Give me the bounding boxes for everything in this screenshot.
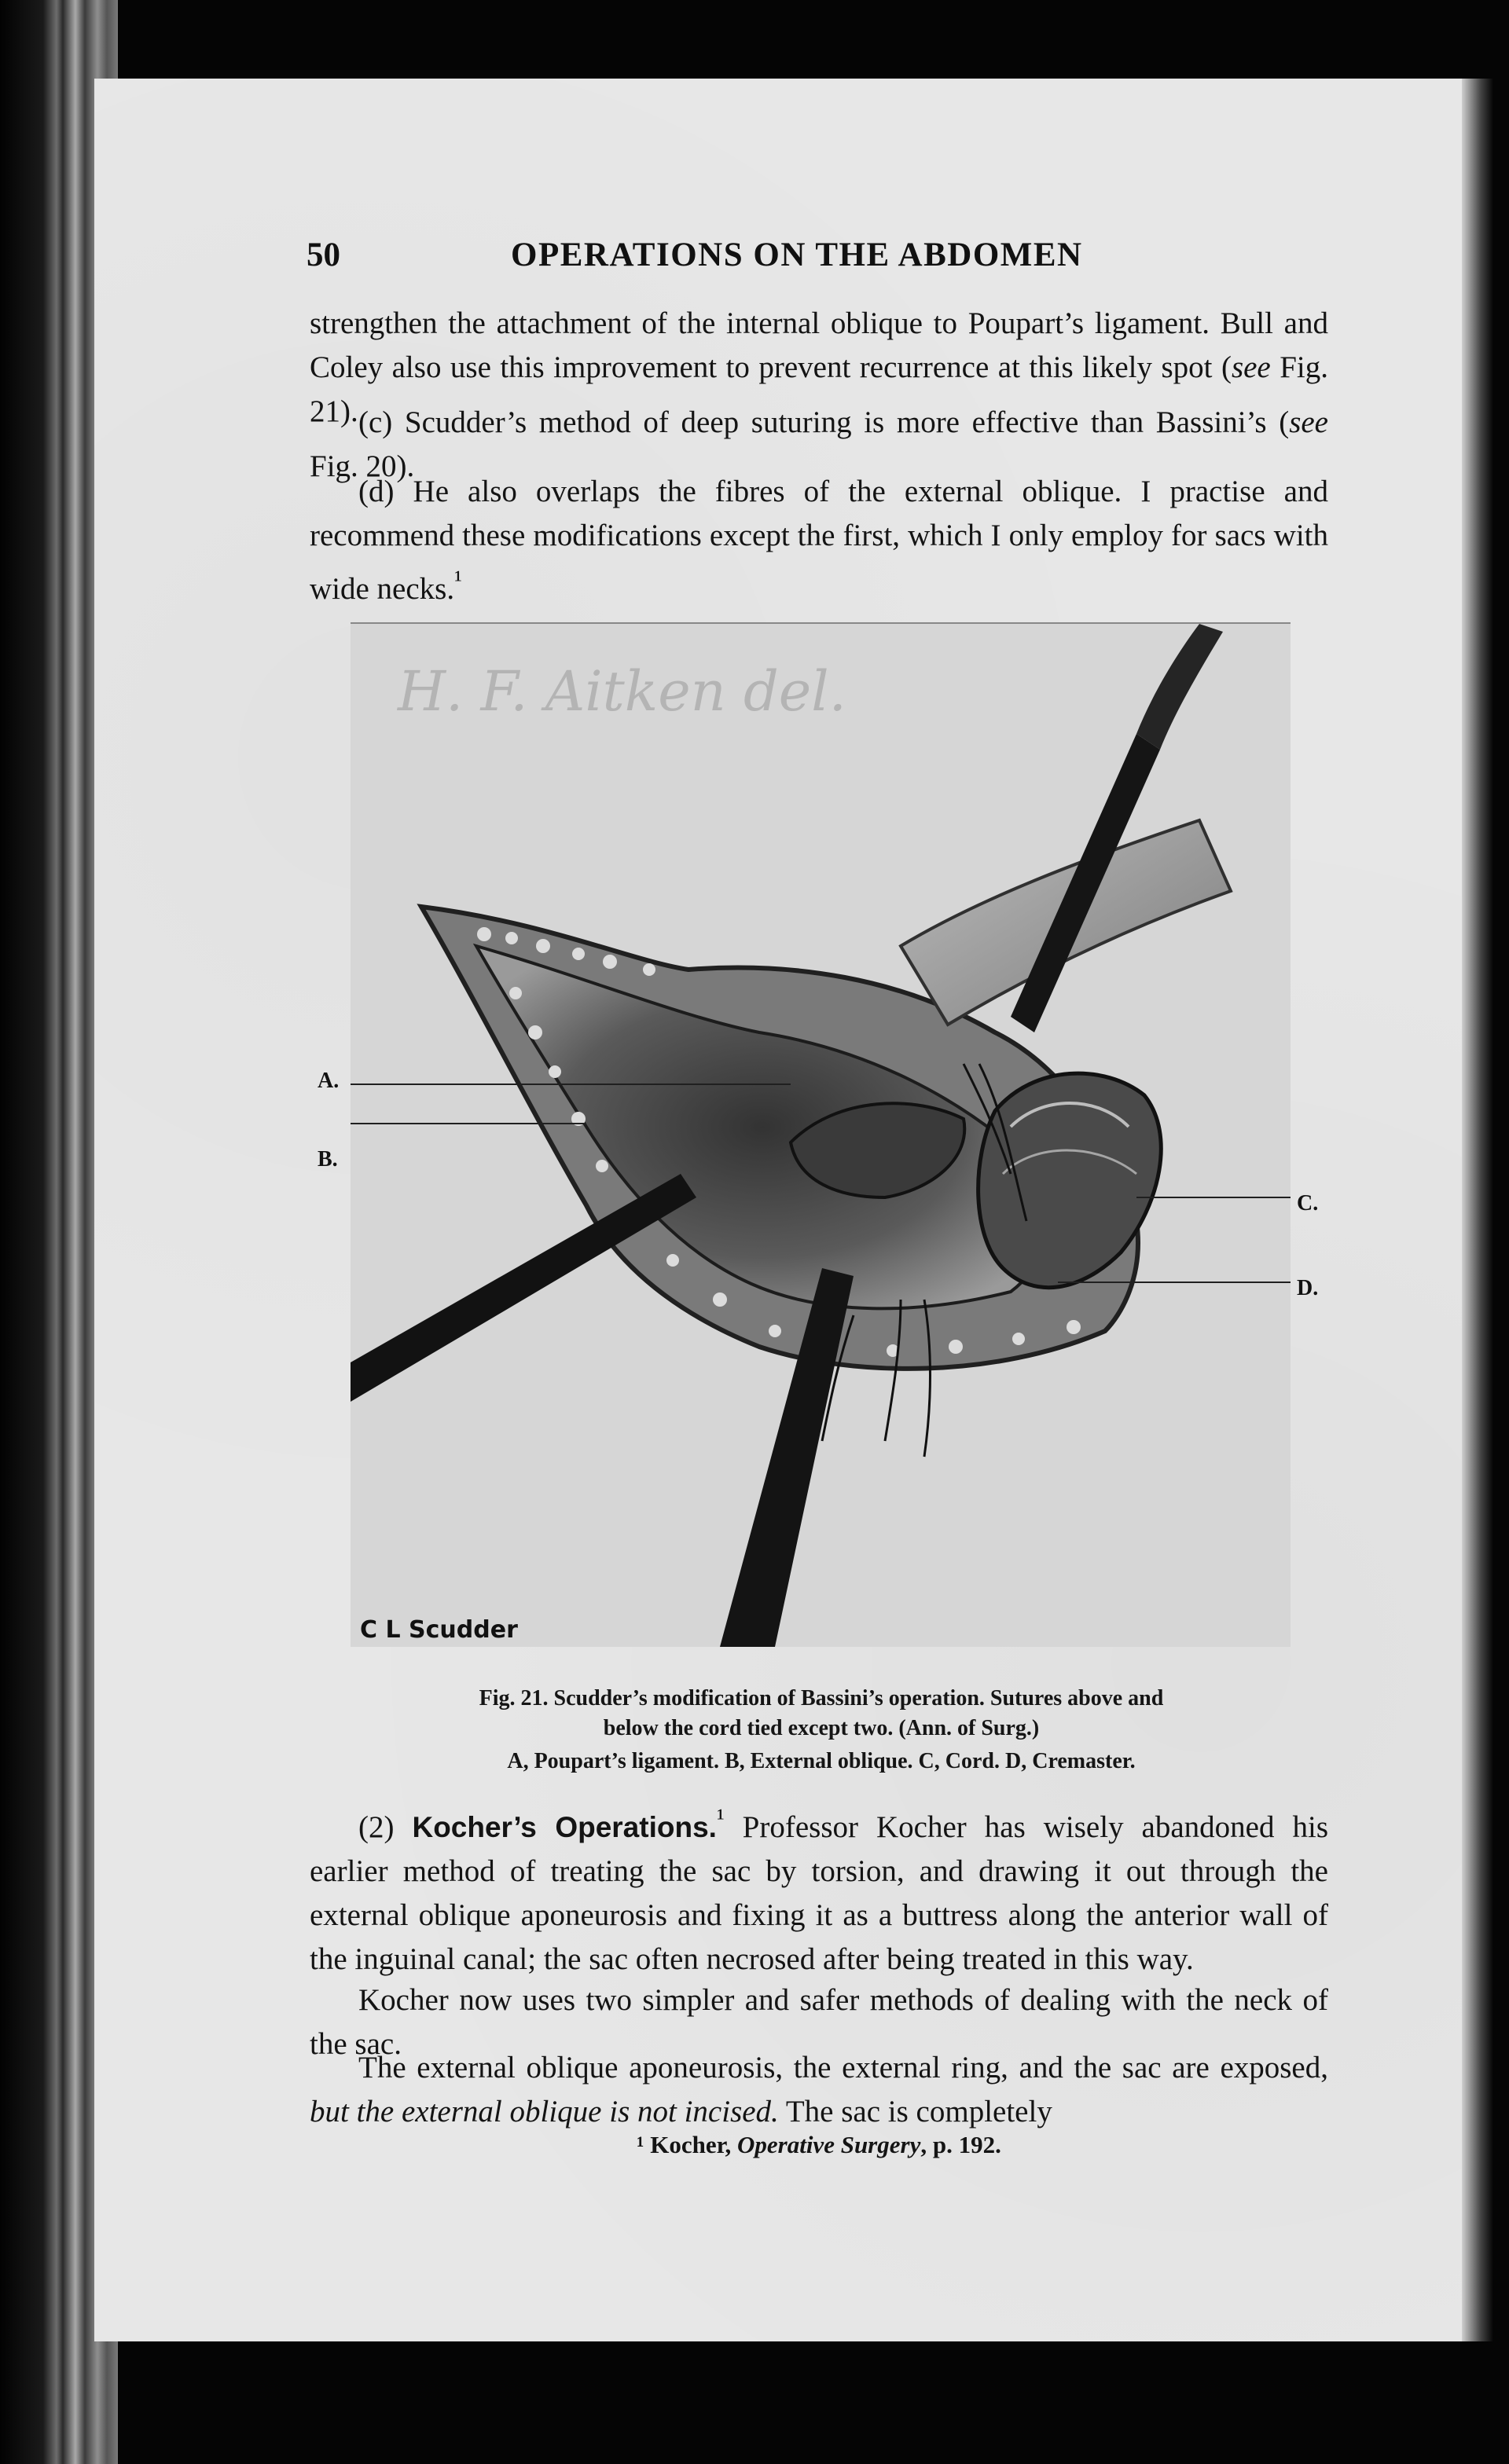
figure-caption-line-2: below the cord tied except two. (Ann. of Surg.) xyxy=(603,1716,1040,1740)
label-d: D. xyxy=(1297,1276,1319,1300)
figure-legend: A, Poupart’s ligament. B, External oblique. C, Cord. D, Cremaster. xyxy=(507,1749,1136,1773)
label-a: A. xyxy=(318,1069,340,1093)
label-b: B. xyxy=(318,1147,338,1172)
footnote-mark: ¹ xyxy=(637,2131,651,2158)
paragraph-6-italic: but the external oblique is not incised. xyxy=(310,2095,779,2128)
running-head xyxy=(307,236,1352,291)
illustration-drawing xyxy=(351,624,1291,1647)
paragraph-1-see: see xyxy=(1231,350,1271,384)
paragraph-3-text: (d) He also overlaps the fibres of the external oblique. I practise and recommend these modifications except the first, which I only employ for sacs with wide necks. xyxy=(310,475,1328,606)
artist-signature-top: H. F. Aitken del. xyxy=(398,659,846,724)
footnote xyxy=(310,2131,1328,2159)
footnote-page: , p. 192. xyxy=(920,2131,1001,2158)
paragraph-1-text: strengthen the attachment of the internal oblique to Poupart’s ligament. Bull and Coley also use this improvement to prevent recurrence at this likely spot ( xyxy=(310,306,1328,384)
paragraph-3 xyxy=(310,470,1328,611)
surgical-illustration xyxy=(351,622,1291,1647)
paragraph-2-text: (c) Scudder’s method of deep suturing is more effective than Bassini’s ( xyxy=(358,405,1290,439)
paragraph-4-text: Professor Kocher has wisely abandoned his earlier method of treating the sac by torsion, and drawing it out through the external oblique aponeurosis and fixing it as a buttress along the anterior wall of the inguinal canal; the sac often necrosed after being treated in this way. xyxy=(310,1810,1328,1976)
footnote-marker: ¹ xyxy=(716,1804,725,1832)
section-heading: Kocher’s Operations. xyxy=(412,1811,717,1843)
paragraph-2-see: see xyxy=(1289,405,1328,439)
footnote-marker: ¹ xyxy=(454,566,462,594)
paragraph-6 xyxy=(310,2046,1328,2134)
footnote-title: Operative Surgery xyxy=(737,2131,921,2158)
figure-caption-line-1: Fig. 21. Scudder’s modification of Bassini’s operation. Sutures above and xyxy=(479,1686,1164,1710)
running-head-title: OPERATIONS ON THE ABDOMEN xyxy=(511,236,1083,273)
label-c: C. xyxy=(1297,1191,1319,1216)
paragraph-6-text: The external oblique aponeurosis, the external ring, and the sac are exposed, xyxy=(358,2051,1328,2084)
paragraph-4 xyxy=(310,1796,1328,1982)
paragraph-5-text: Kocher now uses two simpler and safer methods of dealing with the neck of the sac. xyxy=(310,1983,1328,2061)
page-number: 50 xyxy=(307,236,340,273)
paragraph-2-end: Fig. 20). xyxy=(310,449,415,483)
paragraph-4-number: (2) xyxy=(358,1810,413,1844)
page-edge-shadow xyxy=(1462,79,1493,2341)
paragraph-1-end: Fig. 21). xyxy=(310,350,1328,428)
paragraph-6-end: The sac is completely xyxy=(778,2095,1052,2128)
artist-signature-bottom: C L Scudder xyxy=(360,1616,518,1644)
footnote-author: Kocher, xyxy=(650,2131,737,2158)
